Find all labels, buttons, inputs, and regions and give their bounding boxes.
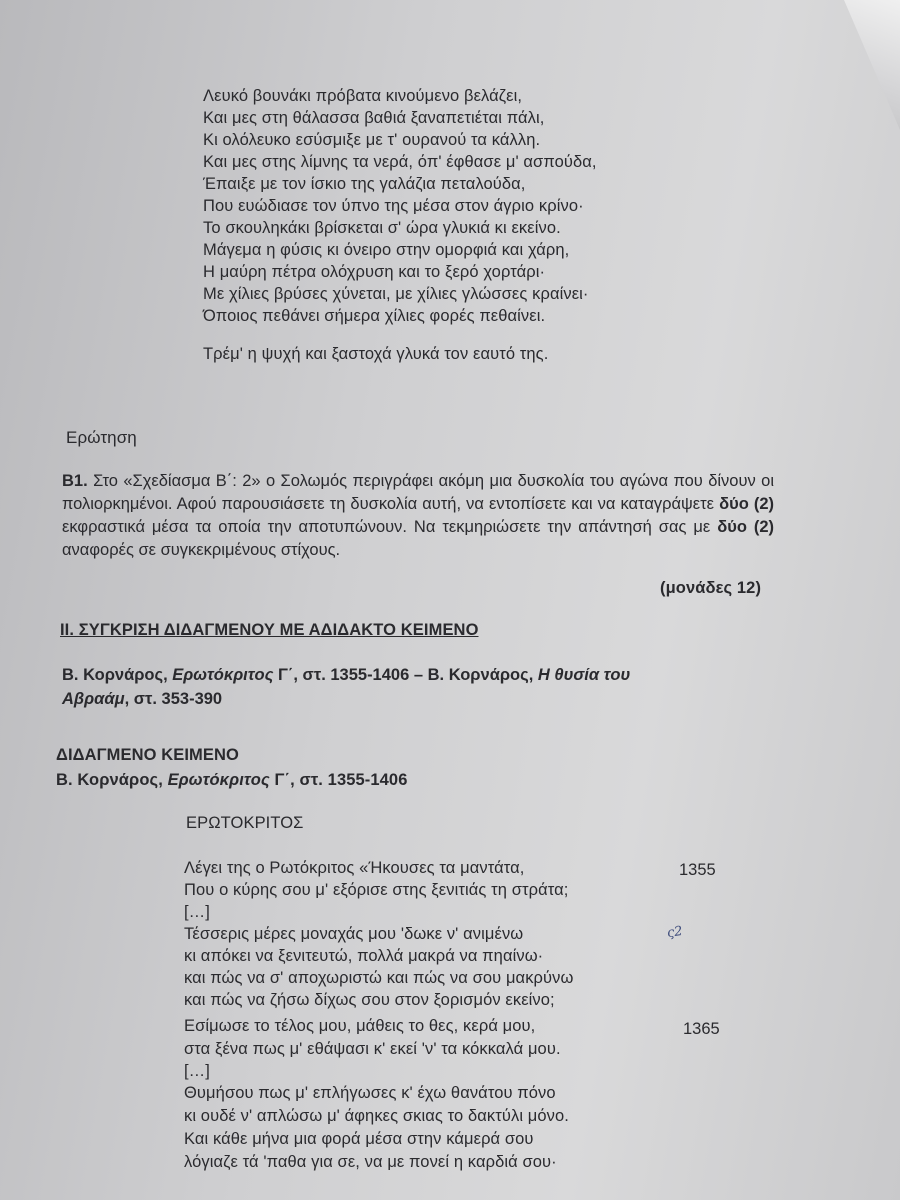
source-title: Η θυσία του xyxy=(537,666,631,684)
source-part: Β. Κορνάρος, xyxy=(62,666,173,684)
line-number: 1365 xyxy=(683,1020,720,1038)
taught-heading: ΔΙΔΑΓΜΕΝΟ ΚΕΙΜΕΝΟ xyxy=(56,746,239,764)
verse-line: Εσίμωσε το τέλος μου, μάθεις το θες, κερά μου, xyxy=(184,1017,536,1035)
question-part: Στο «Σχεδίασμα Β΄: 2» ο Σολωμός περιγράφει ακόμη μια δυσκολία του αγώνα που δίνουν οι πολιορκημένοι. Αφού παρουσιάσετε τη δυσκολία αυτή, να εντοπίσετε και να καταγράψετε xyxy=(62,472,774,513)
question-emphasis: δύο (2) xyxy=(717,518,774,536)
poem-line: Κι ολόλευκο εσύσμιξε με τ' ουρανού τα κάλλη. xyxy=(203,131,541,149)
handwritten-margin-note: ς2 xyxy=(666,923,684,942)
verse-line: Που ο κύρης σου μ' εξόρισε στης ξενιτιάς τη στράτα; xyxy=(184,881,569,899)
verse-line: […] xyxy=(184,903,210,921)
verse-line: κι απόκει να ξενιτευτώ, πολλά μακρά να πηαίνω· xyxy=(184,947,544,965)
verse-line: Λέγει της ο Ρωτόκριτος «Ήκουσες τα μαντάτα, xyxy=(184,859,525,877)
poem-line: Όποιος πεθάνει σήμερα χίλιες φορές πεθαίνει. xyxy=(203,307,546,325)
source-part: Γ΄, στ. 1355-1406 xyxy=(269,771,408,789)
taught-source xyxy=(56,771,407,790)
verse-line: Θυμήσου πως μ' επλήγωσες κ' έχω θανάτου πόνο xyxy=(184,1084,556,1102)
question-text xyxy=(62,470,774,562)
question-label: Β1. xyxy=(62,472,88,490)
poem-last-line: Τρέμ' η ψυχή και ξαστοχά γλυκά τον εαυτό της. xyxy=(203,345,549,363)
verse-line: λόγιαζε τά 'παθα για σε, να με πονεί η καρδιά σου· xyxy=(184,1153,557,1171)
source-title: Ερωτόκριτος xyxy=(167,771,270,789)
question-part: εκφραστικά μέσα τα οποία την αποτυπώνουν. Να τεκμηριώσετε την απάντησή σας με xyxy=(62,518,718,536)
poem-line: Η μαύρη πέτρα ολόχρυση και το ξερό χορτάρι· xyxy=(203,263,546,281)
section-title: ΙΙ. ΣΥΓΚΡΙΣΗ ΔΙΔΑΓΜΕΝΟΥ ΜΕ ΑΔΙΔΑΚΤΟ ΚΕΙΜΕΝΟ xyxy=(60,621,479,639)
poem-line: Έπαιξε με τον ίσκιο της γαλάζια πεταλούδα, xyxy=(203,175,526,193)
text-title: ΕΡΩΤΟΚΡΙΤΟΣ xyxy=(186,814,304,832)
source-title: Ερωτόκριτος xyxy=(172,666,274,684)
verse-line: στα ξένα πως μ' εθάψασι κ' εκεί 'ν' τα κόκκαλά μου. xyxy=(184,1040,561,1058)
poem-line: Και μες στης λίμνης τα νερά, όπ' έφθασε μ' ασπούδα, xyxy=(203,153,597,171)
verse-line: Τέσσερις μέρες μοναχάς μου 'δωκε ν' ανιμένω xyxy=(184,925,524,943)
verse-line: […] xyxy=(184,1062,210,1080)
source-part: Β. Κορνάρος, xyxy=(56,771,168,789)
verse-line: κι ουδέ ν' απλώσω μ' άφηκες σκιας το δακτύλι μόνο. xyxy=(184,1107,569,1125)
source-line xyxy=(62,663,752,711)
poem-line: Το σκουληκάκι βρίσκεται σ' ώρα γλυκιά κι εκείνο. xyxy=(203,219,561,237)
source-title: Αβραάμ xyxy=(62,690,125,708)
poem-line: Με χίλιες βρύσες χύνεται, με χίλιες γλώσσες κραίνει· xyxy=(203,285,589,303)
verse-line: Και κάθε μήνα μια φορά μέσα στην κάμερά σου xyxy=(184,1130,534,1148)
poem-line: Και μες στη θάλασσα βαθιά ξαναπετιέται πάλι, xyxy=(203,109,545,127)
verse-line: και πώς να ζήσω δίχως σου στον ξορισμόν εκείνο; xyxy=(184,991,555,1009)
question-emphasis: δύο (2) xyxy=(719,495,774,513)
question-part: αναφορές σε συγκεκριμένους στίχους. xyxy=(62,541,341,559)
poem-line: Που ευώδιασε τον ύπνο της μέσα στον άγριο κρίνο· xyxy=(203,197,584,215)
source-part: Γ΄, στ. 1355-1406 – Β. Κορνάρος, xyxy=(273,666,538,684)
page-corner xyxy=(830,0,900,130)
poem-line: Μάγεμα η φύσις κι όνειρο στην ομορφιά και χάρη, xyxy=(203,241,570,259)
poem-line: Λευκό βουνάκι πρόβατα κινούμενο βελάζει, xyxy=(203,87,523,105)
verse-line: και πώς να σ' αποχωριστώ και πώς να σου μακρύνω xyxy=(184,969,574,987)
line-number: 1355 xyxy=(679,861,716,879)
source-part: , στ. 353-390 xyxy=(124,690,223,708)
question-heading: Ερώτηση xyxy=(66,428,137,447)
points: (μονάδες 12) xyxy=(660,579,762,597)
